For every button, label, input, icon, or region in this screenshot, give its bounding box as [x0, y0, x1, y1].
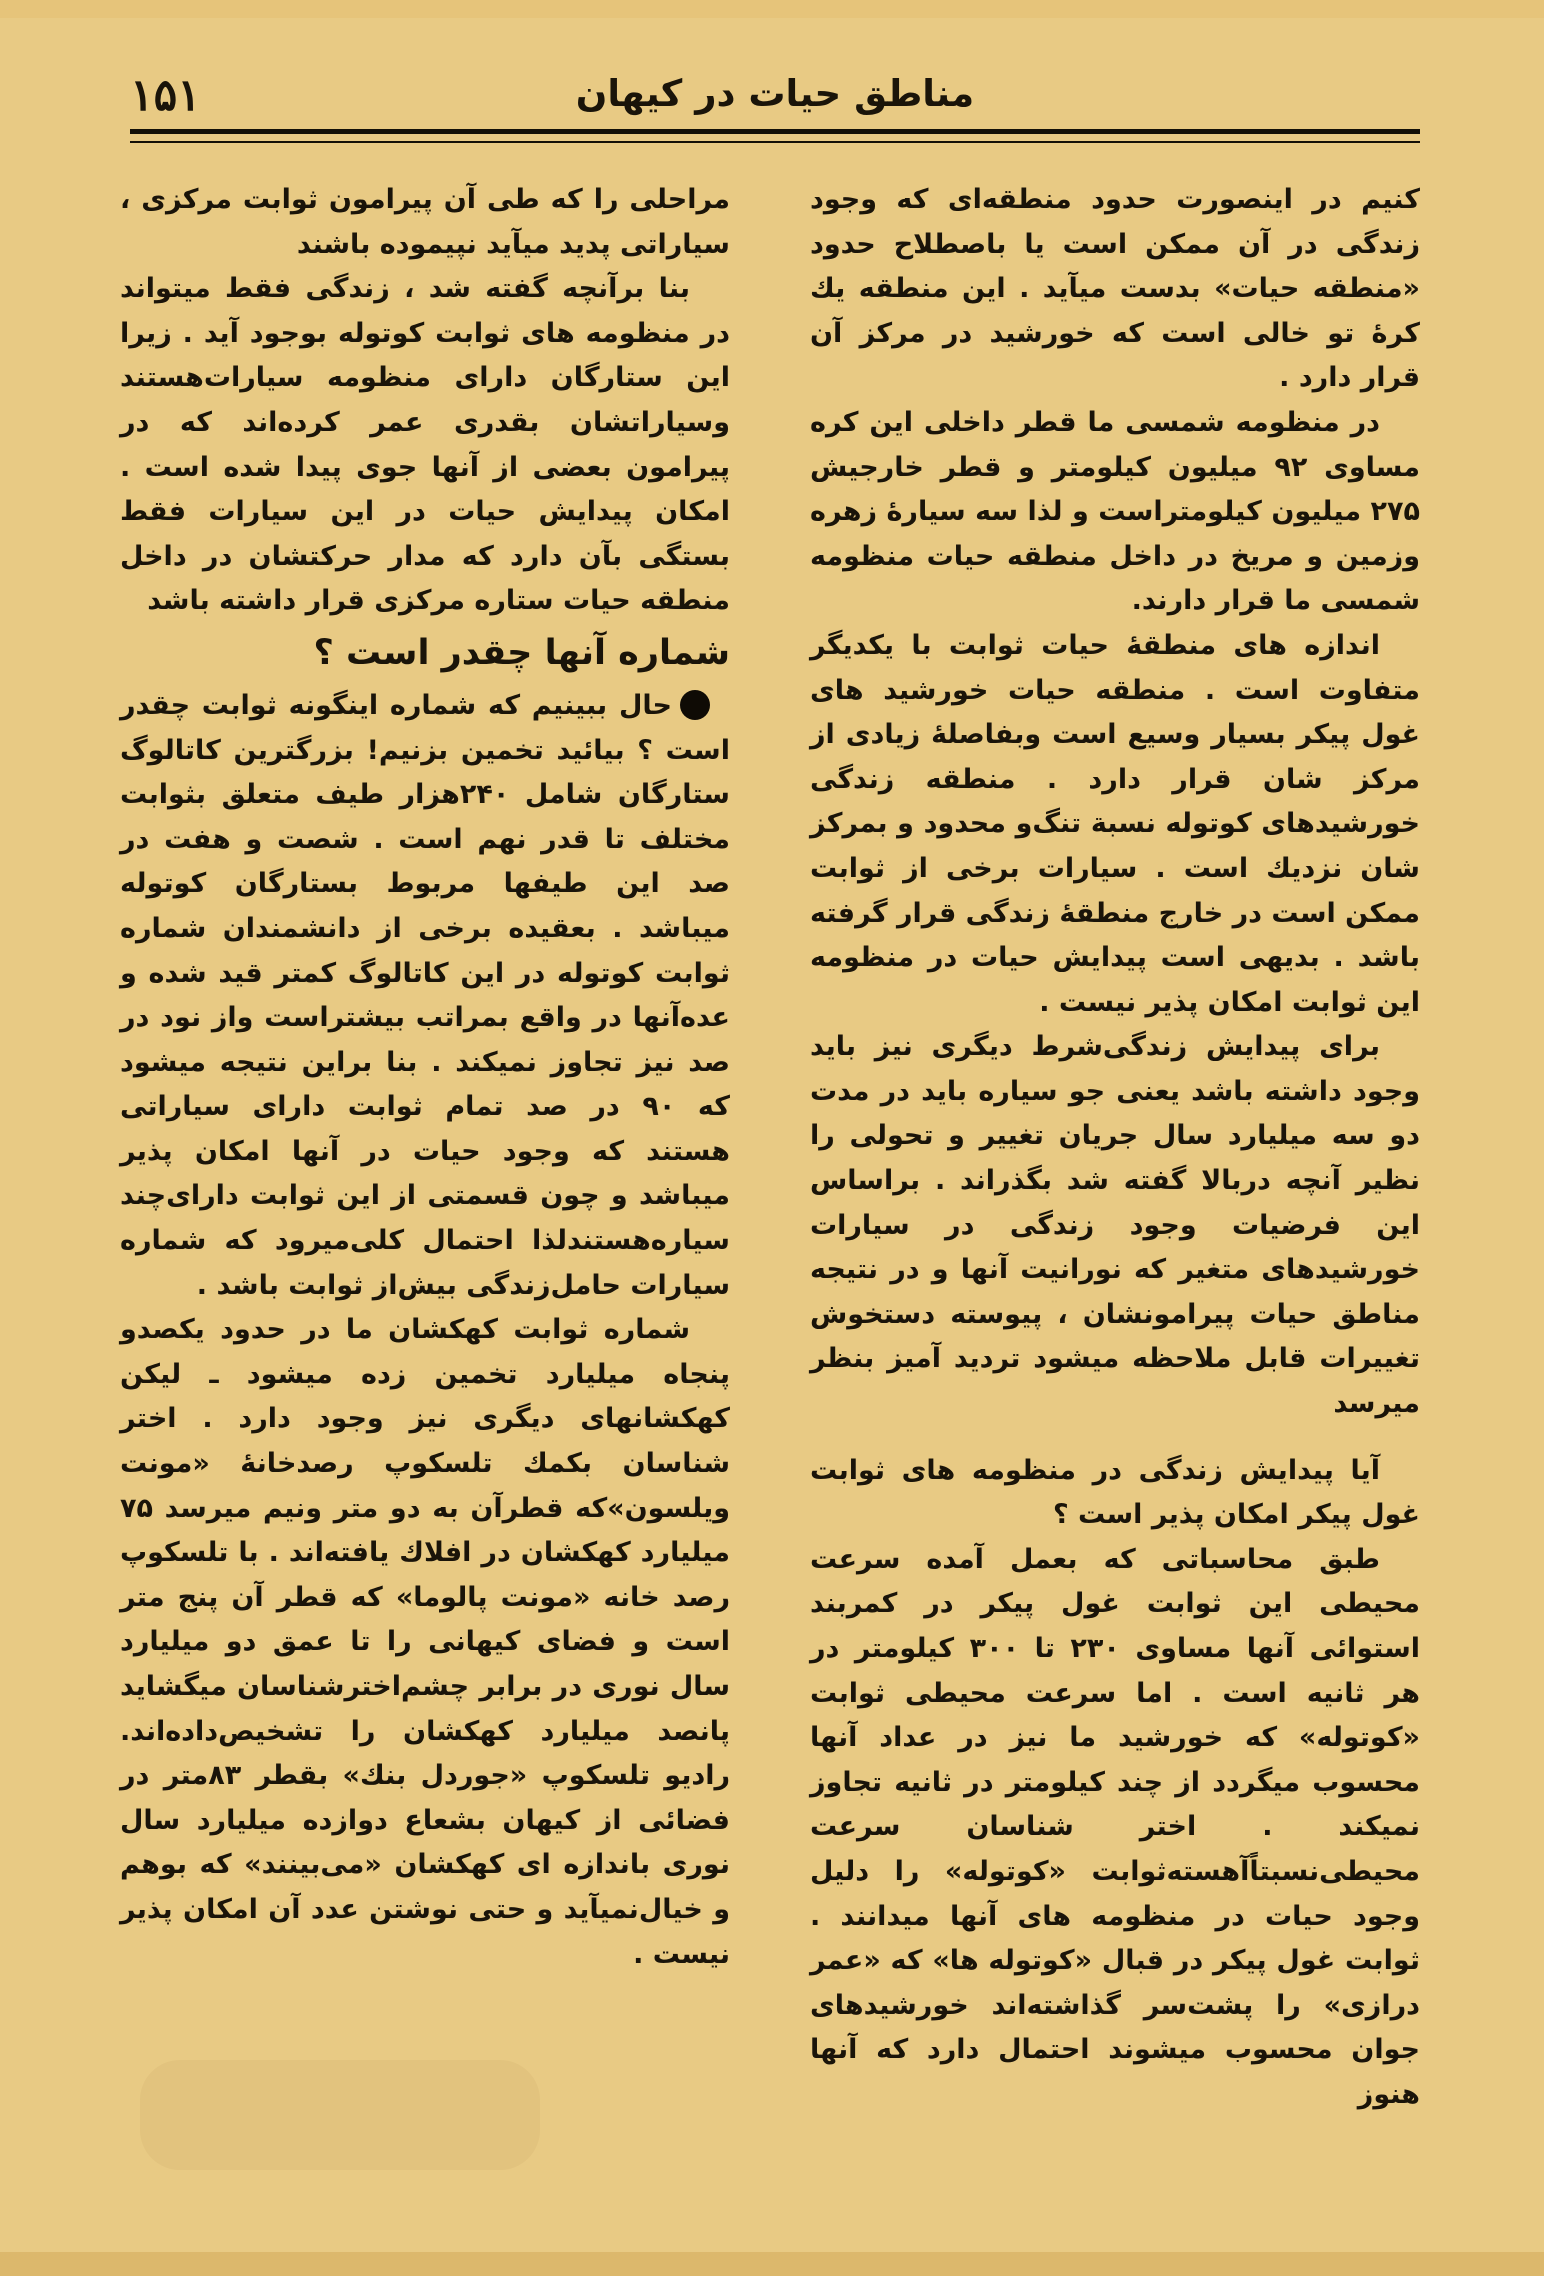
running-title: مناطق حیات در کیهان: [575, 72, 975, 115]
paragraph: شماره ثوابت کهکشان ما در حدود یکصدو پنجاه میلیارد تخمین زده میشود ـ لیکن کهکشانهای دیگری نیز وجود دارد . اختر شناسان بکمك تلسکوپ رصدخانهٔ «مونت ویلسون»که قطرآن به دو متر ونیم میرسد ۷۵ میلیارد کهکشان در افلاك یافته‌اند . با تلسکوپ رصد خانه «مونت پالوما» که قطر آن پنج متر است و فضای کیهانی را تا عمق دو میلیارد سال نوری در برابر چشم‌اخترشناسان میگشاید پانصد میلیارد کهکشان را تشخیص‌داده‌اند. رادیو تلسکوپ «جوردل بنك» بقطر ۸۳متر در فضائی از کیهان بشعاع دوازده میلیارد سال نوری باندازه ای کهکشان «می‌بینند» که بوهم و خیال‌نمیآید و حتی نوشتن عدد آن امکان پذیر نیست .: [120, 1314, 730, 1970]
page-number: ۱۵۱: [130, 70, 201, 121]
question-subheading: آیا پیدایش زندگی در منظومه های ثوابت غول پیکر امکان پذیر است ؟: [810, 1454, 1420, 1531]
paragraph: بنا برآنچه گفته شد ، زندگی فقط میتواند در منظومه های ثوابت کوتوله بوجود آید . زیرا این ستارگان دارای منظومه سیارات‌هستند وسیاراتشان بقدری عمر کرده‌اند که در پیرامون بعضی از آنها جوی پیدا شده است . امکان پیدایش حیات در این سیارات فقط بستگی بآن دارد که مدار حرکتشان در داخل منطقه حیات ستاره مرکزی قرار داشته باشد: [120, 273, 730, 617]
right-column: [810, 178, 1420, 2118]
paragraph: در منظومه شمسی ما قطر داخلی این کره مساوی ۹۲ میلیون کیلومتر و قطر خارجیش ۲۷۵ میلیون کیلومتراست و لذا سه سیارهٔ زهره وزمین و مریخ در داخل منطقه حیات منظومه شمسی ما قرار دارند.: [810, 406, 1420, 617]
paragraph: اندازه های منطقهٔ حیات ثوابت با یکدیگر متفاوت است . منطقه حیات خورشید های غول پیکر بسیار وسیع است وبفاصلهٔ زیادی از مرکز شان قرار دارد . منطقه زندگی خورشیدهای کوتوله نسبة تنگ‌و محدود و بمرکز شان نزدیك است . سیارات برخی از ثوابت ممکن است در خارج منطقهٔ زندگی قرار گرفته باشد . بدیهی است پیدایش حیات در منظومه این ثوابت امکان پذیر نیست .: [810, 629, 1420, 1018]
paragraph: طبق محاسباتی که بعمل آمده سرعت محیطی این ثوابت غول پیکر در کمربند استوائی آنها مساوی ۲۳۰ تا ۳۰۰ کیلومتر در هر ثانیه است . اما سرعت محیطی ثوابت «کوتوله» که خورشید ما نیز در عداد آنها محسوب میگردد از چند کیلومتر در ثانیه تجاوز نمیکند . اختر شناسان سرعت محیطی‌نسبتاً‌آهسته‌ثوابت «کوتوله» را دلیل وجود حیات در منظومه های آنها میدانند . ثوابت غول پیکر در قبال «کوتوله ها» که «عمر درازی» را پشت‌سر گذاشته‌اند خورشیدهای جوان محسوب میشوند احتمال دارد که آنها هنوز: [810, 1543, 1421, 2110]
header-rule-thick: [130, 129, 1420, 134]
paragraph: برای پیدایش زندگی‌شرط دیگری نیز باید وجود داشته باشد یعنی جو سیاره باید در مدت دو سه میلیارد سال جریان تغییر و تحولی را نظیر آنچه دربالا گفته شد بگذراند . براساس این فرضیات وجود زندگی در سیارات خورشیدهای متغیر که نورانیت آنها و در نتیجه مناطق حیات پیرامونشان ، پیوسته دستخوش تغییرات قابل ملاحظه میشود تردید آمیز بنظر میرسد: [810, 1031, 1420, 1420]
section-heading: شماره آنها چقدر است ؟: [313, 632, 730, 673]
page-bottom-edge: [0, 2252, 1544, 2276]
paragraph: مراحلی را که طی آن پیرامون ثوابت مرکزی ، سیاراتی پدید میآید نپیموده باشند: [120, 184, 730, 260]
header-rule-thin: [130, 141, 1420, 143]
paragraph: کنیم در اینصورت حدود منطقه‌ای که وجود زندگی در آن ممکن است یا باصطلاح حدود «منطقه حیات» بدست میآید . این منطقه یك کرهٔ تو خالی است که خورشید در مرکز آن قرار دارد .: [810, 184, 1420, 394]
paragraph-text: حال ببینیم که شماره اینگونه ثوابت چقدر است ؟ بیائید تخمین بزنیم! بزرگترین کاتالوگ ستارگان شامل ۲۴۰هزار طیف متعلق بثوابت مختلف تا قدر نهم است . شصت و هفت در صد این طیفها مربوط بستارگان کوتوله میباشد . بعقیده برخی از دانشمندان شماره ثوابت کوتوله در این کاتالوگ کمتر قید شده و عده‌آنها در واقع بمراتب بیشتراست واز نود در صد نیز تجاوز نمیکند . بنا براین نتیجه میشود که ۹۰ در صد تمام ثوابت دارای سیاراتی هستند که وجود حیات در آنها امکان پذیر میباشد و چون قسمتی از این ثوابت دارای‌چند سیاره‌هستندلذا احتمال کلی‌میرود که شماره سیارات حامل‌زندگی بیش‌از ثوابت باشد .: [120, 689, 730, 1301]
page-top-edge: [0, 0, 1544, 18]
paper-stain: [140, 2060, 540, 2170]
left-column: [120, 178, 730, 1977]
bullet-dot-icon: [680, 690, 710, 720]
paragraph-with-bullet: [120, 684, 730, 1308]
page-header: [130, 66, 1420, 126]
